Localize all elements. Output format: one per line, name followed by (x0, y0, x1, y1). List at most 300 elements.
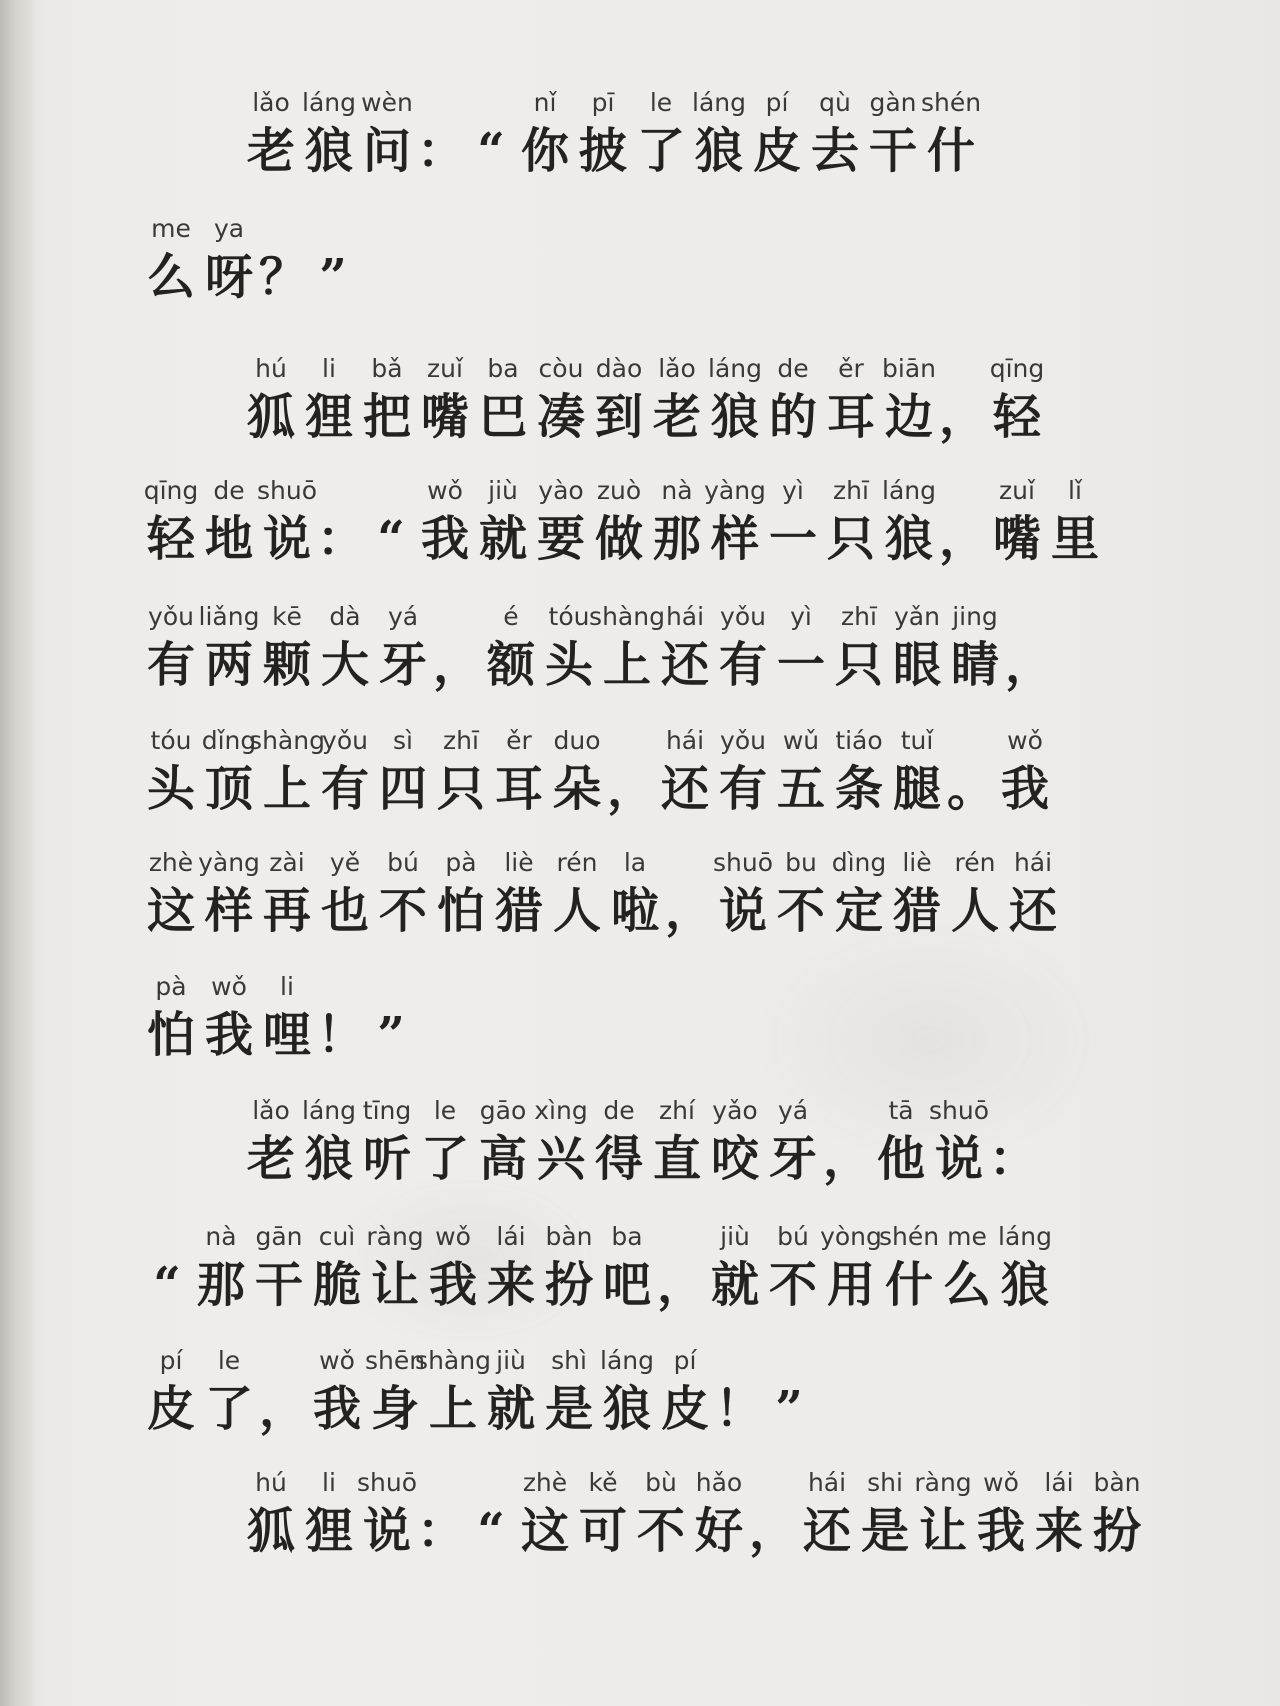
character-cell (714, 724, 772, 820)
pinyin: liè (504, 848, 534, 877)
character-cell (996, 1220, 1054, 1316)
pinyin: pī (591, 88, 615, 117)
character-cell (930, 1094, 988, 1190)
hanzi: 猎 (892, 883, 941, 939)
pinyin: jiù (496, 1346, 526, 1375)
pinyin: li (322, 1468, 336, 1497)
character-cell (432, 724, 490, 820)
character-cell (416, 352, 474, 448)
pinyin: ba (611, 1222, 643, 1251)
character-cell (656, 1344, 714, 1440)
hanzi: 头 (146, 761, 195, 817)
hanzi: 狐 (246, 1503, 295, 1559)
punctuation-cell (1004, 600, 1054, 696)
hanzi: 那 (196, 1257, 245, 1313)
pinyin: wǒ (1007, 726, 1043, 755)
pinyin: shì (551, 1346, 587, 1375)
pinyin: tiáo (835, 726, 883, 755)
hanzi: 人 (950, 883, 999, 939)
pinyin: me (151, 214, 191, 243)
character-cell (888, 600, 946, 696)
character-cell (548, 724, 606, 820)
hanzi: 呀 (204, 249, 253, 305)
punctuation-cell (748, 1466, 798, 1562)
pinyin: de (213, 476, 245, 505)
hanzi: 扮 (544, 1257, 593, 1313)
hanzi: 边 (884, 389, 933, 445)
pinyin: ěr (838, 354, 864, 383)
character-cell (142, 724, 200, 820)
pinyin: zhī (443, 726, 479, 755)
pinyin: wǒ (435, 1222, 471, 1251)
hanzi: 让 (370, 1257, 419, 1313)
character-cell (316, 846, 374, 942)
character-cell (880, 474, 938, 570)
hanzi: 可 (578, 1503, 627, 1559)
pinyin: zuǐ (999, 476, 1035, 505)
character-cell (548, 846, 606, 942)
character-cell (249, 724, 325, 820)
character-cell (598, 1344, 656, 1440)
hanzi: 不 (378, 883, 427, 939)
hanzi: 高 (478, 1131, 527, 1187)
hanzi: 了 (420, 1131, 469, 1187)
pinyin: yì (790, 602, 812, 631)
character-cell (830, 724, 888, 820)
character-cell (988, 474, 1046, 570)
character-cell (822, 352, 880, 448)
hanzi: 就 (710, 1257, 759, 1313)
character-cell (880, 1220, 938, 1316)
punctuation-cell (142, 1220, 192, 1316)
hanzi: ， (258, 1381, 307, 1437)
character-cell (764, 474, 822, 570)
pinyin: shén (878, 1222, 940, 1251)
pinyin: qīng (989, 354, 1045, 383)
pinyin: shi (867, 1468, 903, 1497)
pinyin: tuǐ (900, 726, 934, 755)
pinyin: dǐng (201, 726, 257, 755)
punctuation-cell (416, 86, 466, 182)
pinyin: zhè (148, 848, 194, 877)
hanzi: 了 (204, 1381, 253, 1437)
text-line (142, 212, 358, 308)
pinyin: xìng (534, 1096, 588, 1125)
character-cell (482, 1344, 540, 1440)
character-cell (532, 1094, 590, 1190)
pinyin: me (947, 1222, 987, 1251)
hanzi: 。 (946, 761, 995, 817)
hanzi: 到 (594, 389, 643, 445)
pinyin: láng (882, 476, 936, 505)
pinyin: li (322, 354, 336, 383)
hanzi: 就 (486, 1381, 535, 1437)
character-cell (590, 474, 648, 570)
character-cell (200, 212, 258, 308)
hanzi: 我 (420, 511, 469, 567)
pinyin: pí (159, 1346, 183, 1375)
hanzi: 还 (802, 1503, 851, 1559)
punctuation-cell (366, 970, 416, 1066)
pinyin: gān (255, 1222, 303, 1251)
pinyin: hái (1013, 848, 1053, 877)
pinyin: qīng (143, 476, 199, 505)
hanzi: 耳 (494, 761, 543, 817)
character-cell (366, 1220, 424, 1316)
pinyin: yào (538, 476, 584, 505)
hanzi: 顶 (204, 761, 253, 817)
hanzi: 干 (868, 123, 917, 179)
punctuation-cell (606, 724, 656, 820)
hanzi: 还 (660, 637, 709, 693)
text-line (242, 352, 1046, 448)
hanzi: ， (606, 761, 655, 817)
character-cell (938, 1220, 996, 1316)
pinyin: hú (255, 354, 287, 383)
text-line (142, 474, 1104, 570)
character-cell (706, 352, 764, 448)
character-cell (300, 1094, 358, 1190)
punctuation-cell (316, 970, 366, 1066)
hanzi: 哩 (262, 1007, 311, 1063)
pinyin: kē (272, 602, 302, 631)
character-cell (416, 474, 474, 570)
hanzi: “ (377, 511, 405, 567)
pinyin: le (217, 1346, 241, 1375)
punctuation-cell (466, 86, 516, 182)
hanzi: 了 (636, 123, 685, 179)
hanzi: 怕 (146, 1007, 195, 1063)
character-cell (300, 1466, 358, 1562)
pinyin: yǒu (720, 602, 766, 631)
hanzi: 腿 (892, 761, 941, 817)
hanzi: 还 (660, 761, 709, 817)
character-cell (250, 1220, 308, 1316)
character-cell (424, 1220, 482, 1316)
character-cell (300, 352, 358, 448)
character-cell (142, 970, 200, 1066)
pinyin: lái (1044, 1468, 1074, 1497)
character-cell (872, 1094, 930, 1190)
character-cell (200, 474, 258, 570)
character-cell (192, 1220, 250, 1316)
character-cell (516, 1466, 574, 1562)
hanzi: 轻 (992, 389, 1041, 445)
pinyin: bàn (545, 1222, 593, 1251)
character-cell (258, 474, 316, 570)
hanzi: 这 (146, 883, 195, 939)
hanzi: 是 (860, 1503, 909, 1559)
pinyin: yá (777, 1096, 809, 1125)
text-line (142, 1220, 1054, 1316)
character-cell (432, 846, 490, 942)
hanzi: 啦 (610, 883, 659, 939)
character-cell (648, 352, 706, 448)
character-cell (358, 1094, 416, 1190)
punctuation-cell (938, 474, 988, 570)
hanzi: 的 (768, 389, 817, 445)
character-cell (764, 352, 822, 448)
character-cell (242, 352, 300, 448)
pinyin: shuō (713, 848, 774, 877)
hanzi: 我 (976, 1503, 1025, 1559)
character-cell (806, 86, 864, 182)
hanzi: 两 (204, 637, 253, 693)
pinyin: shàng (249, 726, 325, 755)
pinyin: tā (888, 1096, 914, 1125)
hanzi: 一 (768, 511, 817, 567)
pinyin: shuō (357, 1468, 418, 1497)
pinyin: wèn (361, 88, 413, 117)
pinyin: pà (155, 972, 187, 1001)
pinyin: zhī (833, 476, 869, 505)
pinyin: yǎn (894, 602, 940, 631)
pinyin: shàng (589, 602, 665, 631)
pinyin: duo (553, 726, 601, 755)
punctuation-cell (656, 1220, 706, 1316)
hanzi: 就 (478, 511, 527, 567)
character-cell (242, 86, 300, 182)
hanzi: 上 (262, 761, 311, 817)
hanzi: ！ (316, 1007, 365, 1063)
pinyin: le (649, 88, 673, 117)
hanzi: 不 (768, 1257, 817, 1313)
hanzi: 狸 (304, 1503, 353, 1559)
character-cell (358, 86, 416, 182)
hanzi: 皮 (752, 123, 801, 179)
character-cell (142, 1344, 200, 1440)
pinyin: gàn (869, 88, 917, 117)
character-cell (532, 474, 590, 570)
character-cell (706, 474, 764, 570)
character-cell (516, 86, 574, 182)
pinyin: hái (665, 726, 705, 755)
hanzi: 耳 (826, 389, 875, 445)
hanzi: 大 (320, 637, 369, 693)
character-cell (590, 352, 648, 448)
text-line (242, 1466, 1146, 1562)
pinyin: wǒ (319, 1346, 355, 1375)
pinyin: sì (393, 726, 413, 755)
pinyin: tóu (548, 602, 590, 631)
hanzi: 是 (544, 1381, 593, 1437)
character-cell (656, 724, 714, 820)
pinyin: dìng (831, 848, 887, 877)
hanzi: ， (656, 1257, 705, 1313)
hanzi: 说 (362, 1503, 411, 1559)
character-cell (690, 1466, 748, 1562)
hanzi: 再 (262, 883, 311, 939)
hanzi: 有 (320, 761, 369, 817)
hanzi: 样 (710, 511, 759, 567)
hanzi: 五 (776, 761, 825, 817)
hanzi: 额 (486, 637, 535, 693)
text-line (142, 600, 1054, 696)
character-cell (200, 600, 258, 696)
punctuation-cell (308, 212, 358, 308)
pinyin: hǎo (695, 1468, 743, 1497)
pinyin: yá (387, 602, 419, 631)
hanzi: ， (432, 637, 481, 693)
character-cell (374, 600, 432, 696)
character-cell (1046, 474, 1104, 570)
character-cell (142, 212, 200, 308)
hanzi: 狼 (884, 511, 933, 567)
hanzi: 说 (934, 1131, 983, 1187)
hanzi: 来 (1034, 1503, 1083, 1559)
hanzi: 上 (428, 1381, 477, 1437)
character-cell (200, 846, 258, 942)
hanzi: 让 (918, 1503, 967, 1559)
hanzi: 么 (146, 249, 195, 305)
hanzi: ， (748, 1503, 797, 1559)
hanzi: 牙 (378, 637, 427, 693)
text-line (142, 970, 416, 1066)
pinyin: jing (952, 602, 998, 631)
hanzi: 眼 (892, 637, 941, 693)
hanzi: 狐 (246, 389, 295, 445)
hanzi: 披 (578, 123, 627, 179)
character-cell (474, 474, 532, 570)
pinyin: yǒu (322, 726, 368, 755)
hanzi: 说 (262, 511, 311, 567)
hanzi: 要 (536, 511, 585, 567)
hanzi: 干 (254, 1257, 303, 1313)
pinyin: nǐ (533, 88, 557, 117)
punctuation-cell (258, 1344, 308, 1440)
character-cell (490, 846, 548, 942)
hanzi: 狸 (304, 389, 353, 445)
text-line (242, 1094, 1038, 1190)
hanzi: ： (416, 1503, 465, 1559)
hanzi: 猎 (494, 883, 543, 939)
hanzi: 说 (718, 883, 767, 939)
hanzi: 人 (552, 883, 601, 939)
character-cell (864, 86, 922, 182)
hanzi: 狼 (1000, 1257, 1049, 1313)
pinyin: lái (496, 1222, 526, 1251)
character-cell (888, 724, 946, 820)
hanzi: 有 (146, 637, 195, 693)
character-cell (598, 1220, 656, 1316)
character-cell (358, 352, 416, 448)
hanzi: 咬 (710, 1131, 759, 1187)
text-line (242, 86, 980, 182)
pinyin: zhí (659, 1096, 695, 1125)
pinyin: jiù (720, 1222, 750, 1251)
hanzi: 怕 (436, 883, 485, 939)
pinyin: tóu (150, 726, 192, 755)
pinyin: pí (765, 88, 789, 117)
pinyin: zuǐ (427, 354, 463, 383)
hanzi: 定 (834, 883, 883, 939)
hanzi: ， (664, 883, 713, 939)
pinyin: ěr (506, 726, 532, 755)
character-cell (590, 1094, 648, 1190)
pinyin: pà (445, 848, 477, 877)
character-cell (308, 1220, 366, 1316)
pinyin: bú (777, 1222, 809, 1251)
hanzi: 一 (776, 637, 825, 693)
hanzi: ： (316, 511, 365, 567)
hanzi: 里 (1050, 511, 1099, 567)
pinyin: wǒ (427, 476, 463, 505)
character-cell (988, 352, 1046, 448)
pinyin: rén (556, 848, 598, 877)
hanzi: 不 (636, 1503, 685, 1559)
character-cell (142, 474, 200, 570)
hanzi: ： (416, 123, 465, 179)
character-cell (656, 600, 714, 696)
pinyin: ba (487, 354, 519, 383)
character-cell (142, 600, 200, 696)
pinyin: yě (329, 848, 361, 877)
character-cell (589, 600, 665, 696)
character-cell (416, 1094, 474, 1190)
character-cell (316, 724, 374, 820)
pinyin: shàng (415, 1346, 491, 1375)
character-cell (358, 1466, 416, 1562)
hanzi: 颗 (262, 637, 311, 693)
character-cell (540, 1344, 598, 1440)
hanzi: 那 (652, 511, 701, 567)
pinyin: láng (302, 88, 356, 117)
pinyin: zài (269, 848, 305, 877)
pinyin: shēn (364, 1346, 426, 1375)
hanzi: 嘴 (420, 389, 469, 445)
hanzi: 四 (378, 761, 427, 817)
hanzi: 只 (834, 637, 883, 693)
pinyin: yǎo (712, 1096, 758, 1125)
character-cell (856, 1466, 914, 1562)
hanzi: 直 (652, 1131, 701, 1187)
punctuation-cell (316, 474, 366, 570)
hanzi: 兴 (536, 1131, 585, 1187)
hanzi: “ (477, 123, 505, 179)
pinyin: biān (882, 354, 936, 383)
character-cell (482, 1220, 540, 1316)
punctuation-cell (664, 846, 714, 942)
pinyin: jiù (488, 476, 518, 505)
hanzi: 地 (204, 511, 253, 567)
hanzi: 来 (486, 1257, 535, 1313)
hanzi: ！ (714, 1381, 763, 1437)
character-cell (946, 846, 1004, 942)
character-cell (632, 1466, 690, 1562)
character-cell (706, 1094, 764, 1190)
hanzi: 我 (1000, 761, 1049, 817)
punctuation-cell (432, 600, 482, 696)
pinyin: hái (807, 1468, 847, 1497)
character-cell (606, 846, 664, 942)
pinyin: láng (998, 1222, 1052, 1251)
pinyin: bú (387, 848, 419, 877)
pinyin: láng (692, 88, 746, 117)
pinyin: bǎ (371, 354, 403, 383)
hanzi: 老 (246, 1131, 295, 1187)
hanzi: 朵 (552, 761, 601, 817)
pinyin: cuì (318, 1222, 356, 1251)
hanzi: 有 (718, 761, 767, 817)
text-line (142, 1344, 814, 1440)
character-cell (632, 86, 690, 182)
hanzi: ， (938, 389, 987, 445)
character-cell (316, 600, 374, 696)
punctuation-cell (946, 724, 996, 820)
hanzi: 他 (876, 1131, 925, 1187)
hanzi: ” (319, 249, 347, 305)
character-cell (300, 86, 358, 182)
